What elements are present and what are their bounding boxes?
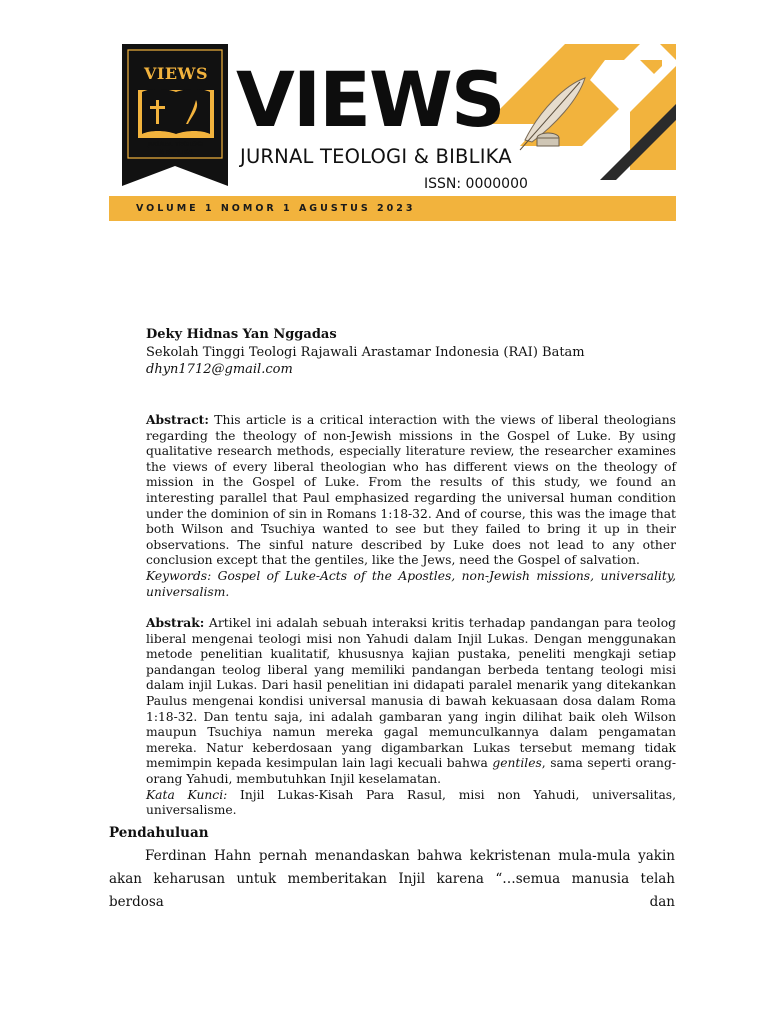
issn-label: ISSN: 0000000 [424,176,528,192]
journal-banner [0,0,768,230]
abstrak-italic-term: gentiles [492,756,542,771]
kata-kunci-label: Kata Kunci: [146,787,228,802]
abstrak-label: Abstrak: [146,615,205,630]
section-heading: Pendahuluan [109,825,209,841]
cross-icon-horizontal [150,106,165,109]
kata-kunci-text: Injil Lukas-Kisah Para Rasul, misi non Yahudi, universalitas, universalisme. [146,787,676,818]
abstract-indonesian [146,615,676,819]
journal-subtitle: JURNAL TEOLOGI & BIBLIKA [240,145,512,168]
logo-subtitle-2: & BIBLIKA [158,149,194,156]
logo-title: VIEWS [143,64,209,83]
abstract-text: This article is a critical interaction with the views of liberal theologians regarding the theology of non-Jewish missions in the Gospel of Luke. By using qualitative research methods, especially literature review, the researcher examines the views of every liberal theologian who has different views on the theology of mission in the Gospel of Luke. From the results of this study, we found an interesting parallel that Paul emphasized regarding the universal human condition under the dominion of sin in Romans 1:18-32. And of course, this was the image that both Wilson and Tsuchiya wanted to see but they failed to bring it up in their observations. The sinful nature described by Luke does not lead to any other conclusion except that the gentiles, like the Jews, need the Gospel of salvation. [146,413,676,568]
banner-stripe-4 [660,44,676,60]
inkpot-base [537,138,559,146]
cross-icon-vertical [156,100,159,124]
keywords-indonesian [146,788,676,819]
volume-label: VOLUME 1 NOMOR 1 AGUSTUS 2023 [136,203,416,214]
keywords-english: Keywords: Gospel of Luke-Acts of the Apostles, non-Jewish missions, universality, universalism. [146,568,676,599]
abstract-label: Abstract: [146,412,209,427]
logo-subtitle-1: JURNAL TEOLOGI [147,141,205,148]
journal-title: VIEWS [236,55,504,144]
abstract-english [146,412,676,600]
author-affiliation: Sekolah Tinggi Teologi Rajawali Arastamar Indonesia (RAI) Batam [146,344,585,360]
abstrak-text: Artikel ini adalah sebuah interaksi kritis terhadap pandangan para teolog liberal mengenai teologi misi non Yahudi dalam Injil Lukas. Dengan menggunakan metode penelitian kualitatif, khususnya kajian pustaka, peneliti mengkaji setiap pandangan teolog liberal yang memiliki pandangan berbeda tentang teologi misi dalam injil Lukas. Dari hasil penelitian ini didapati paralel menarik yang ditekankan Paulus mengenai kondisi universal manusia di bawah kekuasaan dosa dalam Roma 1:18-32. Dan tentu saja, ini adalah gambaran yang ingin dilihat baik oleh Wilson maupun Tsuchiya namun mereka gagal memunculkannya dalam pengamatan mereka. Natur keberdosaan yang digambarkan Lukas tersebut memang tidak memimpin kepada kesimpulan lain lagi kecuali bahwa [146,616,676,771]
abstrak-text-end: , sama seperti orang-orang Yahudi, membutuhkan Injil keselamatan. [146,756,676,786]
author-name: Deky Hidnas Yan Nggadas [146,327,337,342]
intro-paragraph: Ferdinan Hahn pernah menandaskan bahwa kekristenan mula-mula yakin akan keharusan untuk memberitakan Injil karena “…semua manusia telah berdosa dan [109,848,675,910]
author-email[interactable]: dhyn1712@gmail.com [146,362,293,377]
author-block [146,326,666,379]
